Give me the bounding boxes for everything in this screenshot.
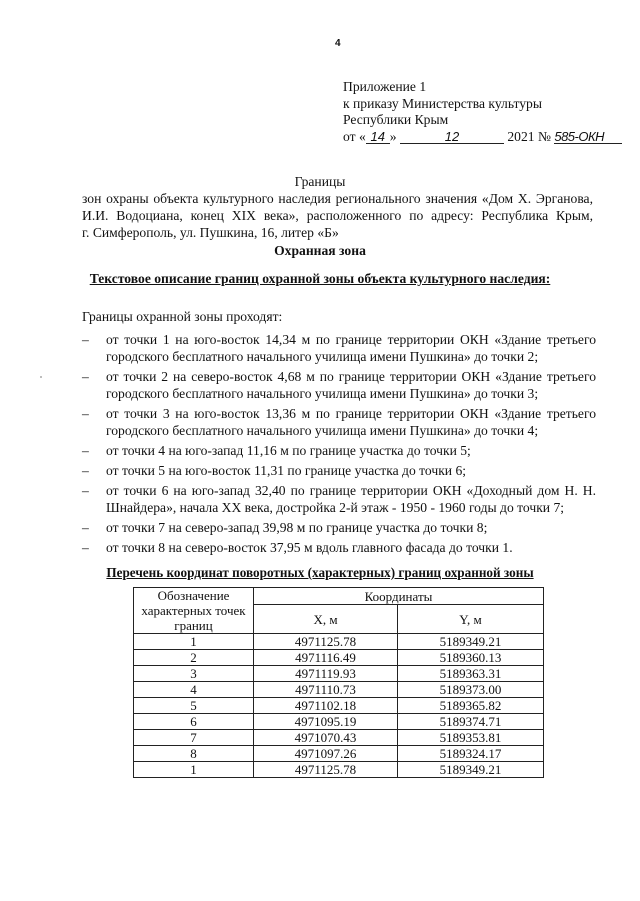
cell-y: 5189374.71 — [398, 714, 544, 730]
zone-heading: Охранная зона — [274, 243, 366, 258]
document-subtitle — [82, 190, 593, 241]
date-prefix: от « — [343, 128, 366, 144]
year-prefix: 2021 № — [507, 128, 551, 144]
table-row — [134, 650, 544, 666]
header-point-designation: Обозначение характерных точек границ — [134, 588, 254, 634]
cell-point: 5 — [134, 698, 254, 714]
cell-x: 4971102.18 — [254, 698, 398, 714]
list-item — [82, 482, 596, 516]
handwritten-day: 14 — [366, 130, 390, 144]
cell-y: 5189363.31 — [398, 666, 544, 682]
subtitle-line: г. Симферополь, ул. Пушкина, 16, литер «Б» — [82, 225, 339, 240]
list-item-text: от точки 1 на юго-восток 14,34 м по границе территории ОКН «Здание третьего городского бесплатного начального училища имени Пушкина» до точки 2; — [106, 332, 596, 364]
list-item-text: от точки 6 на юго-запад 32,40 по границе территории ОКН «Доходный дом Н. Н. Шнайдера», начала XX века, достройка 2-й этаж - 1950 - 1960 годы до точки 7; — [106, 483, 596, 515]
list-item — [82, 368, 596, 402]
table-row — [134, 682, 544, 698]
cell-point: 2 — [134, 650, 254, 666]
list-item-text: от точки 4 на юго-запад 11,16 м по границе участка до точки 5; — [106, 443, 471, 458]
page-number: 4 — [335, 38, 341, 49]
document-title: Границы — [294, 174, 346, 189]
table-title: Перечень координат поворотных (характерных) границ охранной зоны — [106, 565, 534, 580]
cell-x: 4971125.78 — [254, 762, 398, 778]
header-x: X, м — [254, 605, 398, 634]
table-row — [134, 762, 544, 778]
table-row — [134, 634, 544, 650]
list-item — [82, 462, 596, 479]
cell-point: 3 — [134, 666, 254, 682]
appendix-line-1: Приложение 1 — [343, 79, 427, 94]
subtitle-line: И.И. Водоциана, конец XIX века», расположенного по адресу: Республика Крым, — [82, 208, 593, 223]
cell-point: 4 — [134, 682, 254, 698]
bullet-dash: – — [82, 406, 89, 421]
list-item — [82, 519, 596, 536]
cell-x: 4971097.26 — [254, 746, 398, 762]
cell-y: 5189360.13 — [398, 650, 544, 666]
cell-x: 4971116.49 — [254, 650, 398, 666]
cell-y: 5189349.21 — [398, 762, 544, 778]
table-row — [134, 746, 544, 762]
cell-point: 7 — [134, 730, 254, 746]
boundary-list — [82, 331, 596, 559]
bullet-dash: – — [82, 463, 89, 478]
handwritten-month: 12 — [400, 130, 504, 144]
cell-y: 5189353.81 — [398, 730, 544, 746]
boundaries-intro: Границы охранной зоны проходят: — [82, 309, 283, 324]
list-item-text: от точки 3 на юго-восток 13,36 м по границе территории ОКН «Здание третьего городского бесплатного начального училища имени Пушкина» до точки 4; — [106, 406, 596, 438]
handwritten-order-number: 585-ОКН — [554, 130, 622, 144]
list-item — [82, 331, 596, 365]
table-row — [134, 730, 544, 746]
cell-point: 1 — [134, 762, 254, 778]
cell-y: 5189349.21 — [398, 634, 544, 650]
cell-y: 5189373.00 — [398, 682, 544, 698]
subtitle-line: зон охраны объекта культурного наследия регионального значения «Дом Х. Эрганова, — [82, 191, 593, 206]
bullet-dash: – — [82, 540, 89, 555]
list-item — [82, 405, 596, 439]
date-mid: » — [389, 128, 397, 144]
cell-x: 4971110.73 — [254, 682, 398, 698]
list-item-text: от точки 8 на северо-восток 37,95 м вдоль главного фасада до точки 1. — [106, 540, 513, 555]
list-item-text: от точки 2 на северо-восток 4,68 м по границе территории ОКН «Здание третьего городского бесплатного начального училища имени Пушкина» до точки 3; — [106, 369, 596, 401]
cell-y: 5189365.82 — [398, 698, 544, 714]
table-row — [134, 666, 544, 682]
bullet-dash: – — [82, 520, 89, 535]
list-item — [82, 539, 596, 556]
cell-x: 4971070.43 — [254, 730, 398, 746]
list-item-text: от точки 7 на северо-запад 39,98 м по границе участка до точки 8; — [106, 520, 488, 535]
header-y: Y, м — [398, 605, 544, 634]
bullet-dash: – — [82, 369, 89, 384]
scan-speck — [40, 376, 42, 378]
table-header-row — [134, 588, 544, 605]
appendix-line-3: Республики Крым — [343, 112, 449, 127]
appendix-date-line — [343, 129, 622, 146]
cell-point: 1 — [134, 634, 254, 650]
cell-x: 4971119.93 — [254, 666, 398, 682]
header-coordinates: Координаты — [254, 588, 544, 605]
coordinates-table — [133, 587, 544, 778]
bullet-dash: – — [82, 483, 89, 498]
cell-point: 8 — [134, 746, 254, 762]
bullet-dash: – — [82, 332, 89, 347]
list-item-text: от точки 5 на юго-восток 11,31 по границе участка до точки 6; — [106, 463, 467, 478]
appendix-header — [343, 79, 622, 145]
cell-point: 6 — [134, 714, 254, 730]
cell-x: 4971125.78 — [254, 634, 398, 650]
description-heading: Текстовое описание границ охранной зоны объекта культурного наследия: — [89, 271, 551, 286]
list-item — [82, 442, 596, 459]
cell-x: 4971095.19 — [254, 714, 398, 730]
table-row — [134, 714, 544, 730]
cell-y: 5189324.17 — [398, 746, 544, 762]
table-row — [134, 698, 544, 714]
bullet-dash: – — [82, 443, 89, 458]
appendix-line-2: к приказу Министерства культуры — [343, 95, 542, 111]
